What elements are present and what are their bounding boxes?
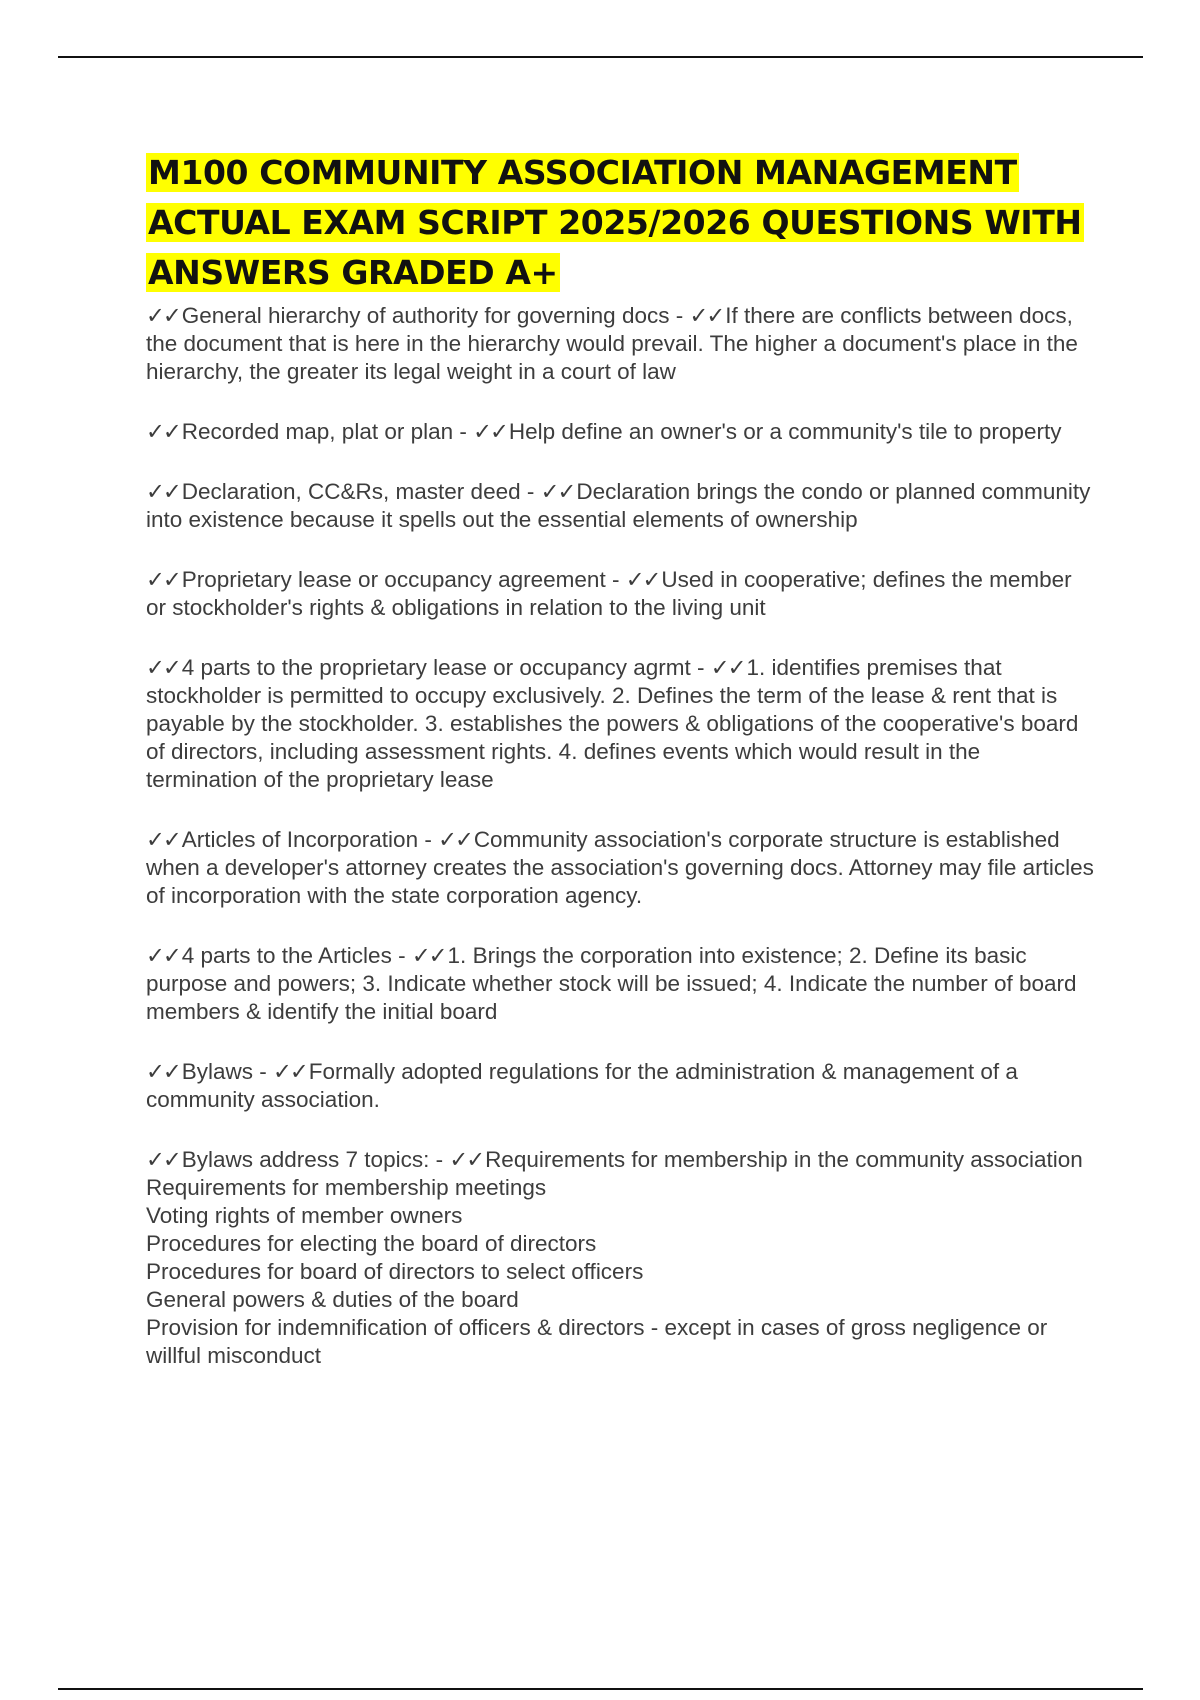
qa-term: Recorded map, plat or plan <box>181 419 454 444</box>
qa-definition: Formally adopted regulations for the administration & management of a community association. <box>146 1059 1018 1112</box>
qa-term: 4 parts to the Articles <box>181 943 392 968</box>
qa-definition: Used in cooperative; defines the member or stockholder's rights & obligations in relation to the living unit <box>146 567 1072 620</box>
double-check-icon: ✓✓ <box>146 1147 180 1172</box>
double-check-icon: ✓✓ <box>146 479 180 504</box>
qa-list-line: Provision for indemnification of officers & directors - except in cases of gross negligence or willful misconduct <box>146 1315 1048 1368</box>
document-body <box>146 148 1096 1402</box>
double-check-icon: ✓✓ <box>146 567 180 592</box>
qa-list-line: Requirements for membership meetings <box>146 1175 547 1200</box>
qa-term: General hierarchy of authority for governing docs <box>181 303 670 328</box>
qa-term: Articles of Incorporation <box>181 827 419 852</box>
qa-list-line: Voting rights of member owners <box>146 1203 463 1228</box>
qa-definition: 1. Brings the corporation into existence; 2. Define its basic purpose and powers; 3. Indicate whether stock will be issued; 4. Indicate the number of board members & identify the initial board <box>146 943 1077 1024</box>
double-check-icon: ✓✓ <box>689 303 724 328</box>
qa-entry: ✓✓Bylaws address 7 topics: - ✓✓Requirements for membership in the community association Requirements for membership meetings Voting rights of member owners Procedures for electing the board of directors Procedures for board of directors to select officers General powers & duties of the board Provision for indemnification of officers & directors - except in cases of gross negligence or willful misconduct <box>146 1146 1096 1370</box>
double-check-icon: ✓✓ <box>411 943 446 968</box>
qa-entry: ✓✓Recorded map, plat or plan - ✓✓Help define an owner's or a community's tile to property <box>146 419 1062 444</box>
double-check-icon: ✓✓ <box>710 655 745 680</box>
qa-term: Declaration, CC&Rs, master deed <box>181 479 521 504</box>
double-check-icon: ✓✓ <box>473 419 507 444</box>
footer-rule <box>58 1688 1143 1690</box>
qa-entry: ✓✓General hierarchy of authority for governing docs - ✓✓If there are conflicts between docs, the document that is here in the hierarchy would prevail. The higher a document's place in the hierarchy, the greater its legal weight in a court of law <box>146 303 1078 384</box>
qa-entry: ✓✓Bylaws - ✓✓Formally adopted regulations for the administration & management of a community association. <box>146 1059 1018 1112</box>
qa-entry: ✓✓Declaration, CC&Rs, master deed - ✓✓Declaration brings the condo or planned community into existence because it spells out the essential elements of ownership <box>146 479 1091 532</box>
qa-entry: ✓✓4 parts to the proprietary lease or occupancy agrmt - ✓✓1. identifies premises that stockholder is permitted to occupy exclusively. 2. Defines the term of the lease & rent that is payable by the stockholder. 3. establishes the powers & obligations of the cooperative's board of directors, including assessment rights. 4. defines events which would result in the termination of the proprietary lease <box>146 655 1079 792</box>
qa-term: Bylaws address 7 topics: <box>181 1147 430 1172</box>
double-check-icon: ✓✓ <box>146 943 180 968</box>
qa-list-line: Procedures for electing the board of directors <box>146 1231 597 1256</box>
qa-list-line: Procedures for board of directors to select officers <box>146 1259 644 1284</box>
double-check-icon: ✓✓ <box>438 827 472 852</box>
qa-term: Proprietary lease or occupancy agreement <box>181 567 606 592</box>
qa-definition: Community association's corporate structure is established when a developer's attorney creates the association's governing docs. Attorney may file articles of incorporation with the state corporation agency. <box>146 827 1094 908</box>
title-highlight: M100 COMMUNITY ASSOCIATION MANAGEMENT ACTUAL EXAM SCRIPT 2025/2026 QUESTIONS WITH ANSWERS GRADED A+ <box>148 153 1082 292</box>
double-check-icon: ✓✓ <box>449 1147 484 1172</box>
qa-definition: Help define an owner's or a community's tile to property <box>508 419 1062 444</box>
qa-entry: ✓✓4 parts to the Articles - ✓✓1. Brings the corporation into existence; 2. Define its basic purpose and powers; 3. Indicate whether stock will be issued; 4. Indicate the number of board members & identify the initial board <box>146 943 1077 1024</box>
double-check-icon: ✓✓ <box>146 827 180 852</box>
header-rule <box>58 56 1143 58</box>
qa-definition: 1. identifies premises that stockholder is permitted to occupy exclusively. 2. Defines the term of the lease & rent that is payable by the stockholder. 3. establishes the powers & obligations of the cooperative's board of directors, including assessment rights. 4. defines events which would result in the termination of the proprietary lease <box>146 655 1079 792</box>
qa-list <box>146 302 1096 1370</box>
qa-list-line: General powers & duties of the board <box>146 1287 519 1312</box>
double-check-icon: ✓✓ <box>540 479 575 504</box>
qa-term: Bylaws <box>181 1059 253 1084</box>
qa-definition: If there are conflicts between docs, the document that is here in the hierarchy would prevail. The higher a document's place in the hierarchy, the greater its legal weight in a court of law <box>146 303 1078 384</box>
double-check-icon: ✓✓ <box>146 1059 180 1084</box>
double-check-icon: ✓✓ <box>146 419 180 444</box>
qa-definition: Requirements for membership in the community association <box>485 1147 1083 1172</box>
double-check-icon: ✓✓ <box>273 1059 307 1084</box>
double-check-icon: ✓✓ <box>625 567 660 592</box>
document-title <box>146 148 1096 298</box>
double-check-icon: ✓✓ <box>146 655 180 680</box>
qa-term: 4 parts to the proprietary lease or occupancy agrmt <box>181 655 691 680</box>
qa-entry: ✓✓Articles of Incorporation - ✓✓Community association's corporate structure is established when a developer's attorney creates the association's governing docs. Attorney may file articles of incorporation with the state corporation agency. <box>146 827 1094 908</box>
qa-entry: ✓✓Proprietary lease or occupancy agreement - ✓✓Used in cooperative; defines the member or stockholder's rights & obligations in relation to the living unit <box>146 567 1072 620</box>
qa-definition: Declaration brings the condo or planned community into existence because it spells out the essential elements of ownership <box>146 479 1091 532</box>
double-check-icon: ✓✓ <box>146 303 180 328</box>
